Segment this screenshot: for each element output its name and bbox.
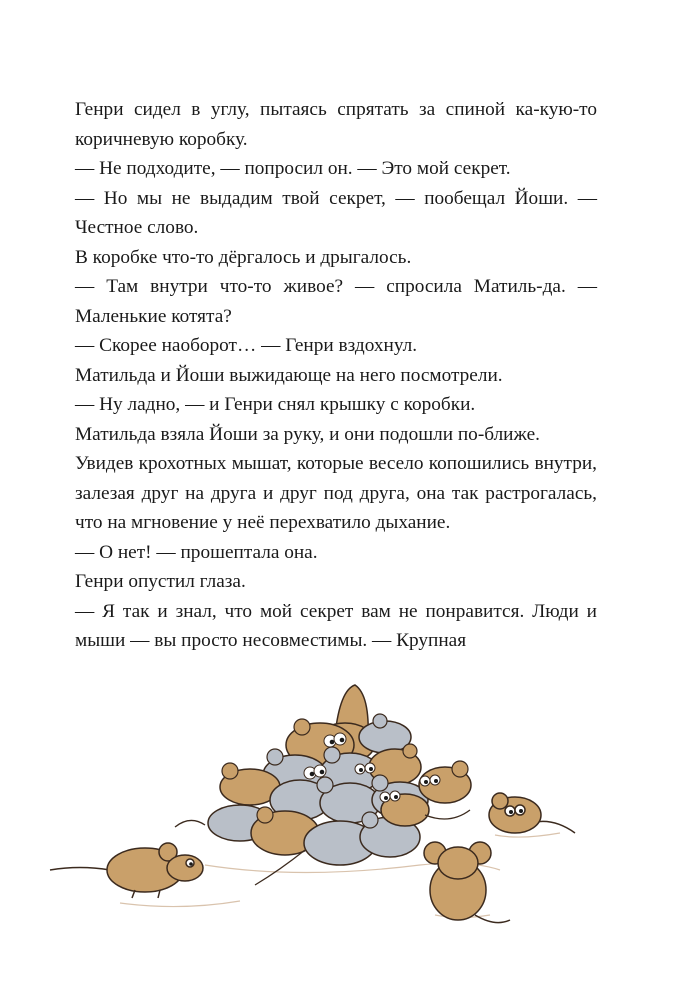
paragraph: — Ну ладно, — и Генри снял крышку с коробки.	[75, 394, 476, 415]
mouse-left	[50, 843, 203, 898]
mouse-back	[424, 842, 510, 923]
mice-pile-illustration	[40, 665, 600, 935]
paragraph: — Там внутри что-то живое? — спросила Матиль-да. — Маленькие котята?	[75, 276, 597, 327]
paragraph: — Не подходите, — попросил он. — Это мой секрет.	[75, 158, 511, 179]
paragraph: Генри опустил глаза.	[75, 571, 246, 592]
mouse-right	[489, 793, 575, 833]
mice-pile	[208, 685, 471, 865]
paragraph: — Но мы не выдадим твой секрет, — пообещал Йоши. — Честное слово.	[75, 187, 597, 238]
paragraph: Матильда взяла Йоши за руку, и они подошли по-ближе.	[75, 423, 540, 445]
paragraph: — Скорее наоборот… — Генри вздохнул.	[75, 335, 418, 356]
paragraph: — Я так и знал, что мой секрет вам не понравится. Люди и мыши — вы просто несовместимы. — Крупная	[75, 600, 597, 651]
paragraph: Увидев крохотных мышат, которые весело копошились внутри, залезая друг на друга и друг под друга, она так растрогалась, что на мгновение у неё перехватило дыхание.	[75, 453, 597, 533]
paragraph: В коробке что-то дёргалось и дрыгалось.	[75, 246, 412, 268]
paragraph: Матильда и Йоши выжидающе на него посмотрели.	[75, 364, 503, 386]
paragraph: Генри сидел в углу, пытаясь спрятать за спиной ка-кую-то коричневую коробку.	[75, 99, 597, 150]
page-text	[75, 95, 597, 656]
paragraph: — О нет! — прошептала она.	[75, 541, 318, 563]
